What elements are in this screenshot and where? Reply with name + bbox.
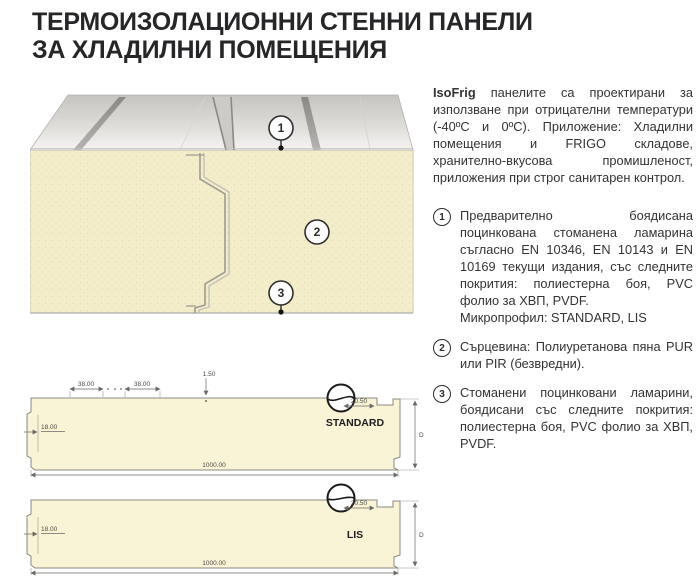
callout-1-text-block	[460, 207, 693, 326]
metal-top-face	[30, 95, 413, 150]
dim-1000-label: 1000.00	[202, 462, 226, 469]
intro-text: панелите са проектирани за използване при отрицателни температури (-40ºС и 0ºС). Приложение: Хладилни помещения и FRIGO складове, хранително-вкусова промишленост, приложения при строг санитарен контрол.	[433, 85, 694, 185]
lis-label: LIS	[346, 529, 364, 541]
dim-38b-label: 38.00	[133, 381, 151, 388]
standard-top-dimensions	[70, 371, 216, 402]
callout-item-2	[433, 338, 693, 372]
dim-2050-label: 20.50	[350, 500, 368, 507]
callout-item-1	[433, 207, 693, 326]
foam-front-face	[30, 150, 413, 313]
standard-cross-section-drawing	[22, 362, 432, 482]
lis-cross-section-drawing	[22, 478, 432, 583]
callout-1-badge: 1	[433, 208, 451, 226]
callout-3-number: 3	[277, 286, 285, 300]
callout-1-number: 1	[277, 121, 285, 135]
dim-38a-label: 38.00	[77, 381, 95, 388]
callout-2-number: 2	[313, 225, 321, 239]
callout-2-badge: 2	[433, 339, 451, 357]
callout-1-note: Микропрофил: STANDARD, LIS	[460, 310, 647, 325]
callout-2-text: Сърцевина: Полиуретанова пяна PUR или PIR (безвредни).	[460, 339, 693, 371]
callout-marker-2	[305, 220, 329, 244]
standard-thickness-dimension	[398, 399, 424, 470]
dim-18-label: 18.00	[41, 526, 58, 533]
lis-drawing-svg	[22, 478, 432, 583]
intro-paragraph	[433, 84, 693, 186]
callout-1-text: Предварително боядисана поцинкована стоманена ламарина съгласно EN 10346, EN 10143 и EN 10169 текущи издания, със следните покрития: полиестерна боя, PVC фолио за ХВП, PVDF.	[460, 208, 693, 308]
brand-name: IsoFrig	[433, 85, 476, 100]
dim-18-label: 18.00	[41, 424, 58, 431]
callout-3-badge: 3	[433, 385, 451, 403]
panel-3d-illustration	[30, 85, 415, 335]
dim-150-label: 1.50	[202, 371, 216, 378]
description-column	[433, 84, 693, 452]
title-line-2: ЗА ХЛАДИЛНИ ПОМЕЩЕНИЯ	[32, 36, 387, 64]
standard-drawing-svg	[22, 362, 432, 482]
dim-d-label: D	[419, 532, 424, 539]
callout-item-3	[433, 384, 693, 452]
lis-thickness-dimension	[398, 501, 424, 568]
standard-label: STANDARD	[325, 417, 385, 429]
page-title	[32, 8, 533, 64]
dim-1000-label: 1000.00	[202, 560, 226, 567]
dim-d-label: D	[419, 432, 424, 439]
title-line-1: ТЕРМОИЗОЛАЦИОННИ СТЕННИ ПАНЕЛИ	[32, 8, 533, 36]
panel-3d-svg	[30, 85, 415, 335]
dim-2050-label: 20.50	[350, 398, 368, 405]
callout-3-text: Стоманени поцинковани ламарини, боядисани със следните покрития: полиестерна боя, PVC фолио за ХВП, PVDF.	[460, 385, 693, 451]
